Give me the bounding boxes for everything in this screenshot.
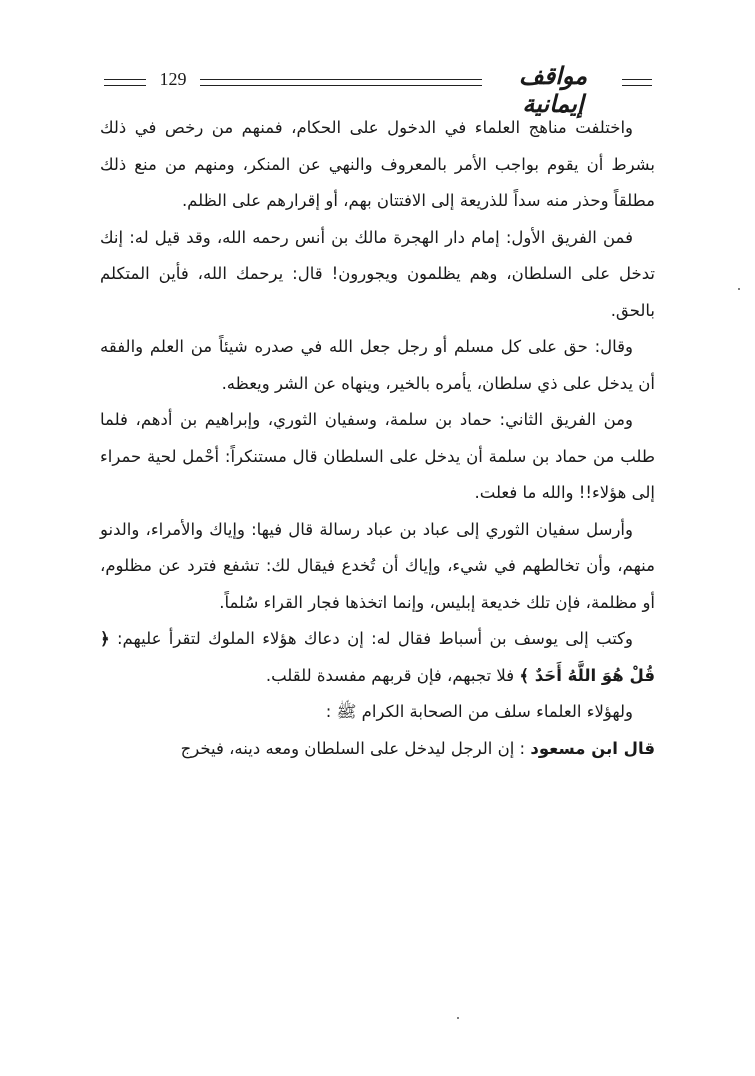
paragraph-quran — [100, 621, 655, 694]
scan-speck — [738, 288, 740, 290]
book-title: مواقف إيمانية — [518, 62, 588, 118]
paragraph: ومن الفريق الثاني: حماد بن سلمة، وسفيان الثوري، وإبراهيم بن أدهم، فلما طلب من حماد بن سلمة أن يدخل على السلطان قال مستنكراً: أحْمل لحية حمراء إلى هؤلاء!! والله ما فعلت. — [100, 410, 655, 502]
paragraph-text: وكتب إلى يوسف بن أسباط فقال له: إن دعاك هؤلاء الملوك لتقرأ عليهم: — [109, 629, 633, 648]
header-rule-left — [104, 79, 146, 86]
paragraph: فمن الفريق الأول: إمام دار الهجرة مالك بن أنس رحمه الله، وقد قيل له: إنك تدخل على السلطان، وهم يظلمون ويجورون! قال: يرحمك الله، فأين المتكلم بالحق. — [100, 227, 655, 320]
speaker-name: قال ابن مسعود — [530, 738, 655, 758]
paragraph-text: فلا تجبهم، فإن قربهم مفسدة للقلب. — [265, 665, 520, 685]
quran-verse: ﴿ قُلْ هُوَ اللَّهُ أَحَدٌ ﴾ — [100, 629, 655, 685]
paragraph-text: : إن الرجل ليدخل على السلطان ومعه دينه، فيخرج — [180, 738, 526, 758]
paragraph: ولهؤلاء العلماء سلف من الصحابة الكرام ﷺ : — [325, 702, 633, 721]
header-rule-right — [622, 79, 652, 86]
header-rule-middle — [200, 79, 482, 86]
page-body — [100, 110, 655, 767]
page-number: 129 — [159, 69, 187, 89]
paragraph-quote — [100, 731, 655, 768]
running-header — [104, 62, 652, 118]
paragraph: واختلفت مناهج العلماء في الدخول على الحكام، فمنهم من رخص في ذلك بشرط أن يقوم بواجب الأمر بالمعروف والنهي عن المنكر، ومنهم من منع ذلك مطلقاً وحذر منه سداً للذريعة إلى الافتتان بهم، أو إقرارهم على الظلم. — [100, 118, 655, 210]
paragraph: وأرسل سفيان الثوري إلى عباد بن عباد رسالة قال فيها: وإياك والأمراء، والدنو منهم، وأن تخالطهم في شيء، وإياك أن تُخدع فيقال لك: تشفع فترد عن مظلوم، أو مظلمة، فإن تلك خديعة إبليس، وإنما اتخذها فجار القراء سُلماً. — [100, 519, 655, 612]
paragraph: وقال: حق على كل مسلم أو رجل جعل الله في صدره شيئاً من العلم والفقه أن يدخل على ذي سلطان، يأمره بالخير، وينهاه عن الشر ويعظه. — [100, 337, 655, 393]
scan-speck — [457, 1017, 459, 1019]
